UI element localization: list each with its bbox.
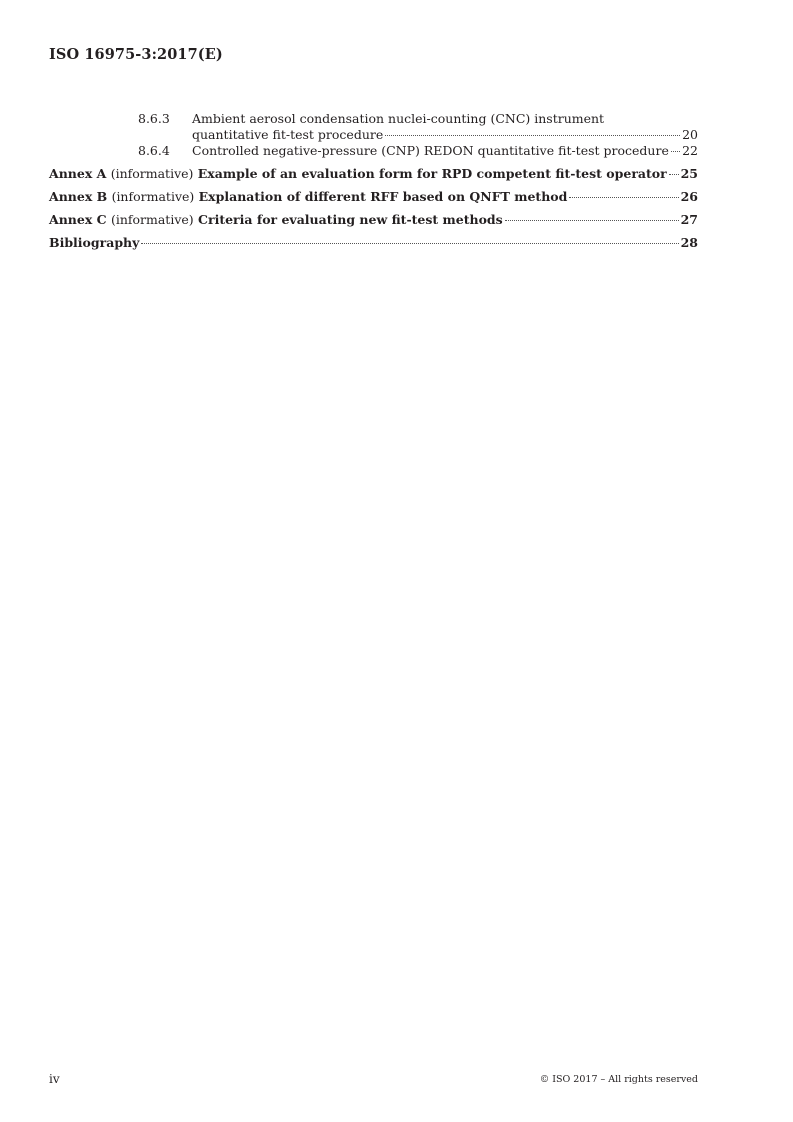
- toc-entry-annex-a[interactable]: [49, 166, 698, 182]
- annex-title: Explanation of different RFF based on QNFT method: [198, 189, 568, 204]
- annex-label: Annex A: [49, 166, 107, 181]
- annex-label: Annex C: [49, 212, 107, 227]
- copyright-notice: © ISO 2017 – All rights reserved: [539, 1074, 698, 1085]
- toc-entry-page: 25: [680, 166, 698, 181]
- toc-entry-8-6-4[interactable]: [49, 143, 698, 159]
- annex-label: Annex B: [49, 189, 108, 204]
- toc-entry-annex-c[interactable]: [49, 212, 698, 228]
- toc-entry-title-line2: quantitative fit-test procedure: [192, 127, 384, 142]
- page-number: iv: [49, 1072, 60, 1086]
- toc-entry-annex-b[interactable]: [49, 189, 698, 205]
- toc-entry-number: 8.6.4: [138, 143, 170, 158]
- annex-kind: (informative): [110, 212, 194, 227]
- toc-leader-dots: [669, 174, 679, 175]
- toc-entry-page: 26: [680, 189, 698, 204]
- toc-entry-title-line1: Ambient aerosol condensation nuclei-counting (CNC) instrument: [192, 111, 605, 126]
- annex-kind: (informative): [110, 166, 194, 181]
- toc-entry-page: 28: [680, 235, 698, 250]
- toc-entry-bibliography[interactable]: [49, 235, 698, 251]
- toc-entry-8-6-3[interactable]: [49, 111, 698, 143]
- toc-entry-page: 22: [682, 143, 698, 158]
- toc-leader-dots: [569, 197, 678, 198]
- document-header: ISO 16975-3:2017(E): [49, 46, 223, 63]
- toc-leader-dots: [671, 151, 680, 152]
- table-of-contents: [49, 111, 698, 251]
- toc-leader-dots: [141, 243, 678, 244]
- toc-entry-page: 20: [682, 127, 698, 142]
- toc-leader-dots: [385, 135, 680, 136]
- toc-entry-number: 8.6.3: [138, 111, 170, 126]
- bibliography-title: Bibliography: [49, 235, 140, 250]
- annex-kind: (informative): [111, 189, 195, 204]
- toc-entry-page: 27: [680, 212, 698, 227]
- annex-title: Criteria for evaluating new fit-test methods: [198, 212, 503, 227]
- toc-leader-dots: [505, 220, 679, 221]
- annex-title: Example of an evaluation form for RPD competent fit-test operator: [197, 166, 667, 181]
- toc-entry-title: Controlled negative-pressure (CNP) REDON quantitative fit-test procedure: [192, 143, 669, 158]
